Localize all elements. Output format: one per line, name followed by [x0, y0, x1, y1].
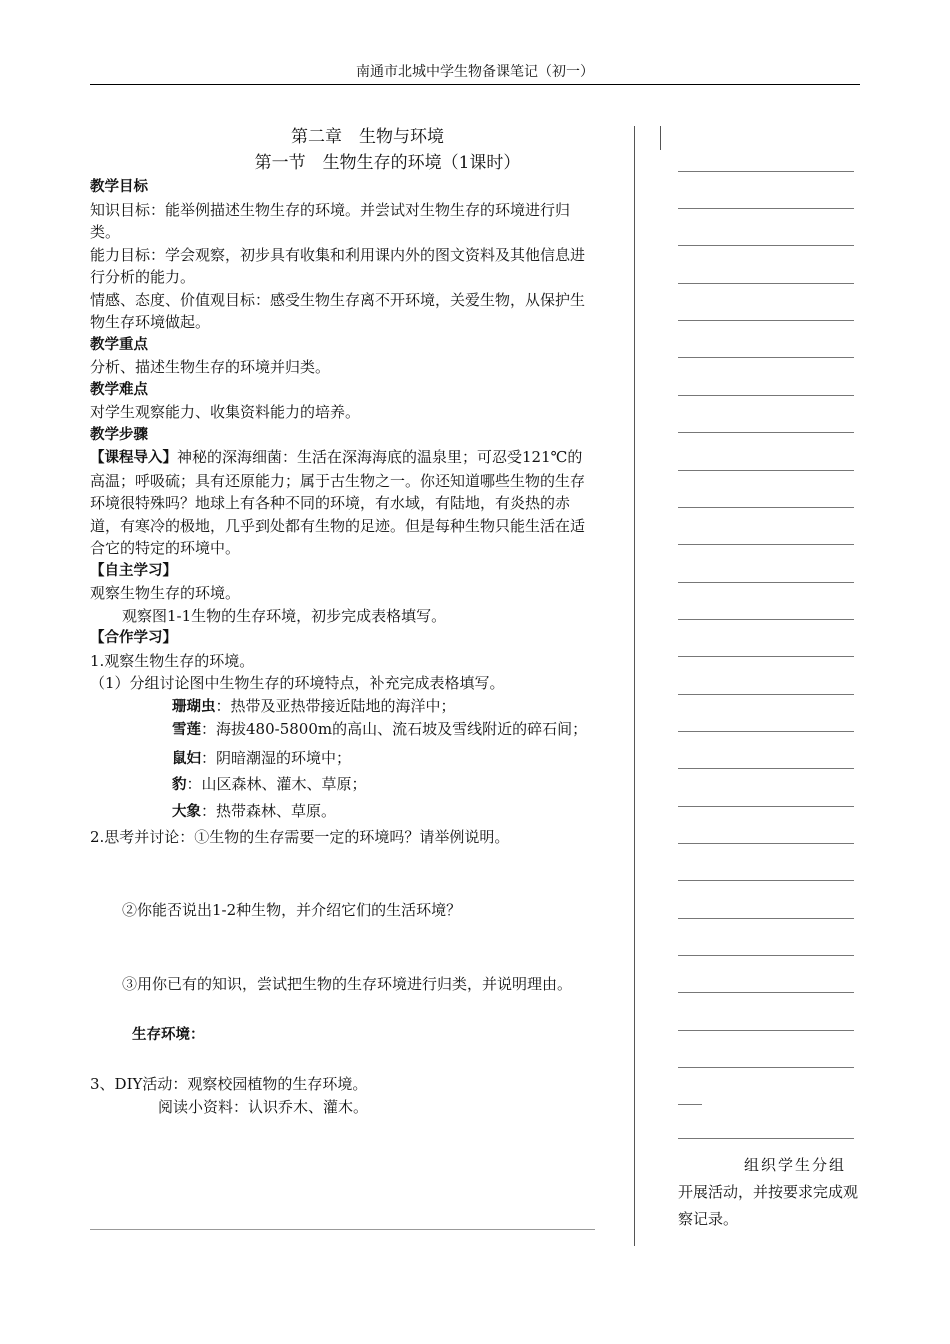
note-line [678, 694, 854, 695]
sidebar-note [678, 1152, 862, 1233]
note-line [678, 245, 854, 246]
organism-row [90, 773, 595, 797]
note-line [678, 768, 854, 769]
coop-item-2c-text: ③用你已有的知识，尝试把生物的生存环境进行归类，并说明理由。 [122, 975, 573, 993]
coop-item-2: 2.思考并讨论：①生物的生存需要一定的环境吗？请举例说明。 [90, 828, 510, 846]
bottom-rule [90, 1229, 595, 1230]
note-line [678, 918, 854, 919]
self-study-2: 观察图1-1生物的生存环境，初步完成表格填写。 [122, 606, 447, 625]
organism-habitat: ：海拔480-5800m的高山、流石坡及雪线附近的碎石间； [201, 720, 588, 738]
organism-habitat: ：热带森林、草原。 [201, 801, 337, 820]
coop-item-2b: ②你能否说出1-2种生物，并介绍它们的生活环境？ [122, 900, 462, 919]
organism-name: 雪莲 [172, 722, 201, 738]
organism-name: 大象 [172, 803, 201, 820]
header-title: 南通市北城中学生物备课笔记（初一） [356, 64, 594, 80]
note-line [678, 955, 854, 956]
self-study-label: 【自主学习】 [90, 562, 177, 579]
note-line [678, 582, 854, 583]
coop-item-1-1: （1）分组讨论图中生物生存的环境特点，补充完成表格填写。 [90, 674, 505, 692]
organism-row [90, 800, 595, 824]
note-line [678, 806, 854, 807]
coop-item-2c [90, 973, 595, 996]
intro-text: 神秘的深海细菌：生活在深海海底的温泉里；可忍受121℃的高温；呼吸硫；具有还原能力；属于古生物之一。你还知道哪些生物的生存环境很特殊吗？地球上有各种不同的环境，有水域，有陆地，有炎热的赤道，有寒冷的极地，几乎到处都有生物的足迹。但是每种生物只能生活在适合它的特定的环境中。 [90, 448, 586, 557]
coop-study-label: 【合作学习】 [90, 630, 177, 646]
difficulty-heading: 教学难点 [90, 381, 148, 398]
note-line [678, 470, 854, 471]
note-line [678, 731, 854, 732]
note-line [678, 843, 854, 844]
sidebar-note-1: 组织学生分组 [744, 1156, 847, 1174]
self-study-1: 观察生物生存的环境。 [90, 584, 241, 602]
goals-heading: 教学目标 [90, 179, 148, 195]
note-line [678, 1138, 854, 1139]
note-line [678, 880, 854, 881]
difficulty-text: 对学生观察能力、收集资料能力的培养。 [90, 403, 361, 421]
note-line [678, 1067, 854, 1068]
steps-heading: 教学步骤 [90, 426, 148, 443]
diy-activity: 3、DIY活动：观察校园植物的生存环境。 [90, 1075, 368, 1093]
organism-name: 豹 [172, 777, 187, 793]
note-line [678, 208, 854, 209]
section-title: 第一节 生物生存的环境（1课时） [254, 153, 521, 173]
ability-goal: 能力目标：学会观察，初步具有收集和利用课内外的图文资料及其他信息进行分析的能力。 [90, 245, 586, 286]
knowledge-goal: 知识目标：能举例描述生物生存的环境。并尝试对生物生存的环境进行归类。 [90, 200, 571, 241]
note-line [678, 283, 854, 284]
sidebar-note-2: 开展活动，并按要求完成观察记录。 [678, 1183, 859, 1228]
note-line [678, 992, 854, 993]
note-line [678, 171, 854, 172]
note-line [678, 320, 854, 321]
intro-paragraph [90, 446, 595, 560]
note-line [678, 619, 854, 620]
organism-habitat: ：热带及亚热带接近陆地的海洋中； [215, 696, 456, 715]
reading-material: 阅读小资料：认识乔木、灌木。 [158, 1097, 369, 1116]
note-line [678, 507, 854, 508]
note-line [678, 432, 854, 433]
key-text: 分析、描述生物生存的环境并归类。 [90, 358, 331, 376]
chapter-title: 第二章 生物与环境 [291, 127, 444, 147]
note-line [678, 544, 854, 545]
organism-habitat: ：阴暗潮湿的环境中； [201, 748, 352, 767]
organism-row [90, 747, 595, 771]
intro-label: 【课程导入】 [90, 450, 177, 466]
organism-name: 鼠妇 [172, 750, 201, 767]
emotion-goal: 情感、态度、价值观目标：感受生物生存离不开环境，关爱生物，从保护生物生存环境做起。 [90, 290, 586, 331]
page-header [90, 62, 860, 85]
note-line [678, 395, 854, 396]
column-divider-top [660, 126, 661, 150]
note-line [678, 357, 854, 358]
key-heading: 教学重点 [90, 336, 148, 353]
note-line [678, 656, 854, 657]
column-divider [634, 126, 635, 1246]
note-line [678, 1030, 854, 1031]
organism-habitat: ：山区森林、灌木、草原； [186, 775, 367, 793]
note-line-short [678, 1104, 702, 1105]
organism-row [90, 695, 595, 719]
env-label: 生存环境： [132, 1026, 205, 1043]
organism-row [90, 718, 595, 742]
organism-name: 珊瑚虫 [172, 698, 216, 715]
coop-item-1: 1.观察生物生存的环境。 [90, 651, 255, 670]
main-content [90, 124, 595, 1118]
